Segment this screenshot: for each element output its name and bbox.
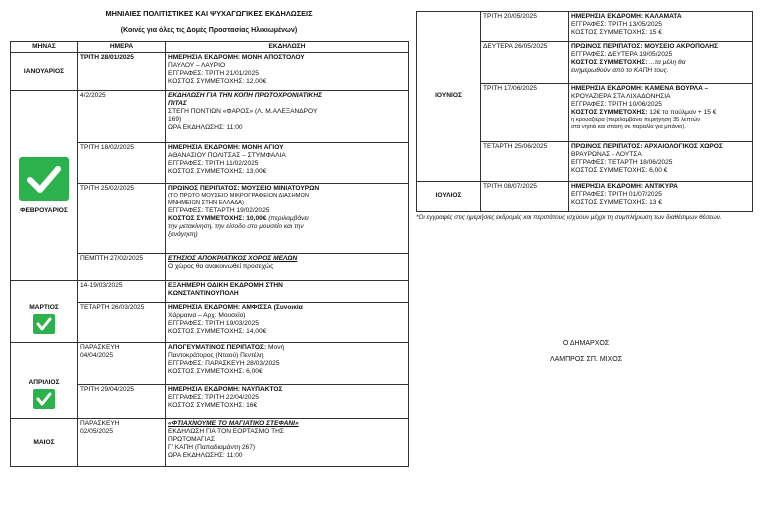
- event-line: ΚΟΣΤΟΣ ΣΥΜΜΕΤΟΧΗΣ: 16€: [168, 402, 258, 410]
- event-line: (περιλαμβάνει: [266, 215, 309, 223]
- schedule-table-left: [10, 41, 409, 467]
- event-line: ΗΜΕΡΗΣΙΑ ΕΚΔΡΟΜΗ: ΚΑΛΑΜΑΤΑ: [571, 13, 682, 20]
- event-line: ΕΓΓΡΑΦΕΣ: ΤΕΤΑΡΤΗ 18/06/2025: [571, 159, 673, 167]
- day-line: ΠΑΡΑΣΚΕΥΗ: [80, 344, 120, 352]
- event-line: Γ' ΚΑΠΗ (Παπαδιαμάντη 267): [168, 444, 256, 452]
- day-cell: ΤΡΙΤΗ 08/07/2025: [481, 182, 569, 212]
- month-label: ΦΕΒΡΟΥΑΡΙΟΣ: [20, 206, 68, 214]
- event-line: ΗΜΕΡΗΣΙΑ ΕΚΔΡΟΜΗ: ΝΑΥΠΑΚΤΟΣ: [168, 386, 283, 394]
- event-cell: [166, 343, 409, 385]
- day-cell: [78, 343, 166, 385]
- event-line: ΚΟΣΤΟΣ ΣΥΜΜΕΤΟΧΗΣ: 15 €: [571, 29, 662, 37]
- event-line: ΠΙΤΑΣ: [168, 100, 187, 108]
- event-line: ΕΓΓΡΑΦΕΣ: ΤΡΙΤΗ 13/05/2025: [571, 21, 662, 29]
- event-cell: [569, 142, 753, 182]
- event-line: ΕΓΓΡΑΦΕΣ: ΤΡΙΤΗ 11/02/2025: [168, 160, 259, 168]
- day-cell: 14-19/03/2025: [78, 281, 166, 303]
- event-line: ΕΓΓΡΑΦΕΣ: ΤΡΙΤΗ 01/07/2025: [571, 191, 662, 199]
- event-line: ΕΓΓΡΑΦΕΣ: ΔΕΥΤΕΡΑ 19/05/2025: [571, 51, 673, 59]
- month-cell-march: [11, 281, 78, 343]
- event-line: ξενάγηση): [168, 231, 198, 239]
- page-left: [10, 6, 408, 522]
- event-line: ΗΜΕΡΗΣΙΑ ΕΚΔΡΟΜΗ: ΑΝΤΙΚΥΡΑ: [571, 183, 678, 190]
- event-cell: [166, 143, 409, 184]
- event-line: Ο χώρος θα ανακοινωθεί προσεχώς: [168, 263, 274, 271]
- registration-note: *Οι εγγραφές στις ημερήσιες εκδρομές και περιπάτους ισχύουν μέχρι τη συμπλήρωση των διαθέσιμων θέσεων.: [416, 214, 722, 221]
- month-cell: ΜΑΙΟΣ: [11, 419, 78, 467]
- month-cell: ΙΟΥΝΙΟΣ: [417, 12, 481, 182]
- event-line: ...τα μέλη θα: [649, 59, 686, 67]
- table-row: [11, 281, 409, 303]
- month-cell: ΙΟΥΛΙΟΣ: [417, 182, 481, 212]
- checkmark-icon: [33, 314, 55, 334]
- event-line: ΕΓΓΡΑΦΕΣ: ΤΕΤΑΡΤΗ 19/02/2025: [168, 207, 270, 215]
- event-line: ΗΜΕΡΗΣΙΑ ΕΚΔΡΟΜΗ: ΜΟΝΗ ΑΠΟΣΤΟΛΟΥ: [168, 54, 305, 62]
- column-header-day: ΗΜΕΡΑ: [78, 42, 166, 53]
- event-line: ΚΟΣΤΟΣ ΣΥΜΜΕΤΟΧΗΣ: 6,00 €: [571, 167, 668, 175]
- event-cell: [166, 281, 409, 303]
- event-cell: [569, 42, 753, 84]
- event-line: ΩΡΑ ΕΚΔΗΛΩΣΗΣ: 11:00: [168, 452, 243, 460]
- event-line: ΕΓΓΡΑΦΕΣ: ΤΡΙΤΗ 10/06/2025: [571, 101, 662, 109]
- event-line: ΚΟΣΤΟΣ ΣΥΜΜΕΤΟΧΗΣ:: [571, 109, 650, 117]
- schedule-table-right: [416, 11, 753, 212]
- signature-title: Ο ΔΗΜΑΡΧΟΣ: [562, 340, 610, 347]
- event-line: ΚΟΣΤΟΣ ΣΥΜΜΕΤΟΧΗΣ: 6,00€: [168, 368, 263, 376]
- table-row: [417, 182, 753, 212]
- event-cell: [569, 182, 753, 212]
- document-subtitle: (Κοινές για όλες τις Δομές Προστασίας Ηλικιωμένων): [120, 27, 298, 34]
- event-line: ΕΓΓΡΑΦΕΣ: ΤΡΙΤΗ 21/01/2025: [168, 70, 259, 78]
- day-cell: ΤΕΤΑΡΤΗ 25/06/2025: [481, 142, 569, 182]
- event-line: η κρουαζιέρα (περιλαμβάνει περιήγηση 35 λεπτών: [571, 117, 701, 124]
- event-line: ΕΓΓΡΑΦΕΣ: ΠΑΡΑΣΚΕΥΗ 28/03/2025: [168, 360, 280, 368]
- event-line: ενημερωθούν από το ΚΑΠΗ τους.: [571, 67, 669, 75]
- event-cell: [569, 84, 753, 142]
- month-label: ΑΠΡΙΛΙΟΣ: [28, 378, 60, 386]
- day-cell: ΔΕΥΤΕΡΑ 26/05/2025: [481, 42, 569, 84]
- event-line: ΚΟΣΤΟΣ ΣΥΜΜΕΤΟΧΗΣ: 12,00€: [168, 78, 267, 86]
- event-line: ΗΜΕΡΗΣΙΑ ΕΚΔΡΟΜΗ:: [168, 304, 242, 312]
- event-line: Παντοκράτορος (Νταού) Πεντέλη: [168, 352, 264, 360]
- day-cell: [78, 419, 166, 467]
- day-line: ΠΑΡΑΣΚΕΥΗ: [80, 420, 120, 428]
- event-line: την μετακίνηση, την είσοδο στο μουσείο και την: [168, 223, 304, 231]
- month-cell-february: [11, 91, 78, 281]
- event-line: ΕΚΔΗΛΩΣΗ ΓΙΑ ΤΟΝ ΕΟΡΤΑΣΜΟ ΤΗΣ: [168, 428, 284, 436]
- event-line: στα νησιά και στάση σε παραλία για μπάνιο).: [571, 124, 686, 131]
- checkmark-icon: [33, 389, 55, 409]
- event-line: Χάρμαινα – Αρχ. Μουσείο): [168, 312, 246, 320]
- day-cell: ΤΡΙΤΗ 17/06/2025: [481, 84, 569, 142]
- event-cell: [166, 254, 409, 281]
- event-line: ΗΜΕΡΗΣΙΑ ΕΚΔΡΟΜΗ: ΜΟΝΗ ΑΓΙΟΥ: [168, 144, 284, 152]
- event-line: ΜΝΗΜΕΙΩΝ ΣΤΗΝ ΕΛΛΑΔΑ): [168, 200, 244, 207]
- event-line: ΩΡΑ ΕΚΔΗΛΩΣΗΣ: 11:00: [168, 124, 243, 132]
- event-cell: [166, 419, 409, 467]
- event-cell: [166, 184, 409, 254]
- event-line: ΑΜΦΙΣΣΑ (Συνοικία: [241, 304, 303, 312]
- event-cell: [166, 91, 409, 143]
- day-cell: ΤΕΤΑΡΤΗ 26/03/2025: [78, 303, 166, 343]
- table-row: [11, 53, 409, 91]
- event-line: ΚΟΣΤΟΣ ΣΥΜΜΕΤΟΧΗΣ: 10,00€: [168, 215, 267, 223]
- signature-name: ΛΑΜΠΡΟΣ ΣΠ. ΜΙΧΟΣ: [549, 356, 623, 363]
- table-header-row: [11, 42, 409, 53]
- event-cell: [166, 385, 409, 419]
- day-cell: ΤΡΙΤΗ 29/04/2025: [78, 385, 166, 419]
- day-cell: ΤΡΙΤΗ 28/01/2025: [78, 53, 166, 91]
- event-line: Μονή: [268, 344, 285, 352]
- table-row: [417, 12, 753, 42]
- day-cell: ΤΡΙΤΗ 18/02/2025: [78, 143, 166, 184]
- column-header-month: ΜΗΝΑΣ: [11, 42, 78, 53]
- day-line: 04/04/2025: [80, 352, 114, 360]
- table-row: [11, 419, 409, 467]
- event-line: ΗΜΕΡΗΣΙΑ ΕΚΔΡΟΜΗ: ΚΑΜΕΝΑ ΒΟΥΡΛΑ –: [571, 85, 709, 92]
- event-line: ΕΞΑΗΜΕΡΗ ΟΔΙΚΗ ΕΚΔΡΟΜΗ ΣΤΗΝ: [168, 282, 283, 290]
- month-label: ΜΑΡΤΙΟΣ: [29, 303, 59, 311]
- event-line: ΕΚΔΗΛΩΣΗ ΓΙΑ ΤΗΝ ΚΟΠΗ ΠΡΩΤΟΧΡΟΝΙΑΤΙΚΗΣ: [168, 92, 322, 100]
- event-line: ΑΠΟΓΕΥΜΑΤΙΝΟΣ ΠΕΡΙΠΑΤΟΣ:: [168, 344, 269, 352]
- day-cell: 4/2/2025: [78, 91, 166, 143]
- event-line: ΚΟΣΤΟΣ ΣΥΜΜΕΤΟΧΗΣ: 13,00€: [168, 168, 267, 176]
- month-cell: ΙΑΝΟΥΑΡΙΟΣ: [11, 53, 78, 91]
- event-line: ΣΤΕΓΗ ΠΟΝΤΙΩΝ «ΦΑΡΟΣ» (Λ. Μ.ΑΛΕΞΑΝΔΡΟΥ: [168, 108, 318, 116]
- table-row: [11, 91, 409, 143]
- event-line: ΠΡΩΙΝΟΣ ΠΕΡΙΠΑΤΟΣ: ΜΟΥΣΕΙΟ ΑΚΡΟΠΟΛΗΣ: [571, 43, 718, 50]
- table-row: [11, 343, 409, 385]
- event-line: ΚΟΣΤΟΣ ΣΥΜΜΕΤΟΧΗΣ: 14,00€: [168, 328, 267, 336]
- event-line: ΒΡΑΥΡΩΝΑΣ - ΛΟΥΤΣΑ: [571, 151, 642, 159]
- month-cell-april: [11, 343, 78, 419]
- page-right: [414, 6, 758, 522]
- day-cell: ΠΕΜΠΤΗ 27/02/2025: [78, 254, 166, 281]
- day-cell: ΤΡΙΤΗ 25/02/2025: [78, 184, 166, 254]
- event-line: ΚΡΟΥΑΖΙΕΡΑ ΣΤΑ ΛΙΧΑΔΟΝΗΣΙΑ: [571, 93, 671, 101]
- checkmark-icon: [19, 157, 69, 201]
- event-line: ΚΩΝΣΤΑΝΤΙΝΟΥΠΟΛΗ: [168, 290, 239, 298]
- event-line: ΠΑΥΛΟΥ – ΛΑΥΡΙΟ: [168, 62, 226, 70]
- event-line: ΕΤΗΣΙΟΣ ΑΠΟΚΡΙΑΤΙΚΟΣ ΧΟΡΟΣ ΜΕΛΩΝ: [168, 255, 298, 263]
- event-line: ΚΟΣΤΟΣ ΣΥΜΜΕΤΟΧΗΣ: 13 €: [571, 199, 662, 207]
- event-line: ΑΘΑΝΑΣΙΟΥ ΠΟΛΙΤΣΑΣ – ΣΤΥΜΦΑΛΙΑ: [168, 152, 286, 160]
- event-cell: [166, 303, 409, 343]
- event-line: 169): [168, 116, 182, 124]
- column-header-event: ΕΚΔΗΛΩΣΗ: [166, 42, 409, 53]
- day-line: 02/05/2025: [80, 428, 114, 436]
- day-cell: ΤΡΙΤΗ 20/05/2025: [481, 12, 569, 42]
- event-line: ΕΓΓΡΑΦΕΣ: ΤΡΙΤΗ 19/03/2025: [168, 320, 259, 328]
- event-line: ΚΟΣΤΟΣ ΣΥΜΜΕΤΟΧΗΣ:: [571, 59, 650, 67]
- document-title: ΜΗΝΙΑΙΕΣ ΠΟΛΙΤΙΣΤΙΚΕΣ ΚΑΙ ΨΥΧΑΓΩΓΙΚΕΣ ΕΚΔΗΛΩΣΕΙΣ: [105, 9, 313, 18]
- event-cell: [569, 12, 753, 42]
- event-line: (ΤΟ ΠΡΩΤΟ ΜΟΥΣΕΙΟ ΜΙΚΡΟΓΡΑΦΕΙΩΝ ΔΙΑΣΗΜΩΝ: [168, 193, 310, 200]
- event-line: 12€ το πούλμαν + 15 €: [649, 109, 717, 117]
- event-line: ΕΓΓΡΑΦΕΣ: ΤΡΙΤΗ 22/04/2025: [168, 394, 259, 402]
- event-line: «ΦΤΙΑΧΝΟΥΜΕ ΤΟ ΜΑΓΙΑΤΙΚΟ ΣΤΕΦΑΝΙ»: [168, 420, 299, 428]
- event-line: ΠΡΩΙΝΟΣ ΠΕΡΙΠΑΤΟΣ: ΑΡΧΑΙΟΛΟΓΙΚΟΣ ΧΩΡΟΣ: [571, 143, 723, 150]
- event-line: ΠΡΩΤΟΜΑΓΙΑΣ: [168, 436, 215, 444]
- event-cell: [166, 53, 409, 91]
- event-line: ΠΡΩΙΝΟΣ ΠΕΡΙΠΑΤΟΣ: ΜΟΥΣΕΙΟ ΜΙΝΙΑΤΟΥΡΩΝ: [168, 185, 320, 193]
